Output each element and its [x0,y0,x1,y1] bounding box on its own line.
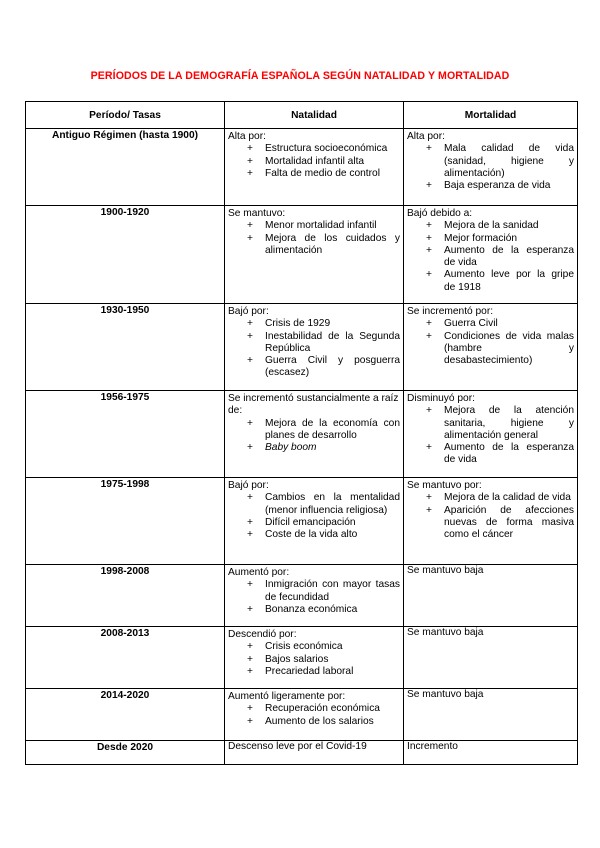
mortality-cell [404,206,578,304]
page-title: PERÍODOS DE LA DEMOGRAFÍA ESPAÑOLA SEGÚN NATALIDAD Y MORTALIDAD [90,70,510,82]
period-cell: 1998-2008 [26,565,225,627]
list-item: + Precariedad laboral [247,665,354,677]
mortality-list [407,405,574,466]
natality-list [228,318,400,379]
list-item: + Mejora de los cuidados y alimentación [247,232,400,256]
natality-intro: Se incrementó sustancialmente a raíz de: [228,393,399,417]
mortality-intro: Se mantuvo por: [407,480,482,491]
list-item: + Coste de la vida alto [247,529,358,541]
natality-cell [225,391,404,478]
table-row [26,478,578,565]
mortality-cell: Se mantuvo baja [404,627,578,689]
list-item: + Mejora de la economía con planes de desarrollo [247,417,400,441]
list-item: + Difícil emancipación [247,516,356,528]
table-row [26,391,578,478]
period-cell: 1956-1975 [26,391,225,478]
list-item: + Guerra Civil y posguerra (escasez) [247,355,400,379]
period-cell: 1975-1998 [26,478,225,565]
list-item: + Cambios en la mentalidad (menor influencia religiosa) [247,492,400,516]
period-cell: Antiguo Régimen (hasta 1900) [26,129,225,206]
natality-intro: Bajó por: [228,306,269,317]
demography-table [25,101,578,765]
natality-cell [225,206,404,304]
natality-intro: Descendió por: [228,629,297,640]
list-item: + Menor mortalidad infantil [247,220,377,232]
table-row [26,304,578,391]
list-item: + Crisis económica [247,641,343,653]
list-item: + Inmigración con mayor tasas de fecundidad [247,579,400,603]
list-item: + Condiciones de vida malas (hambre y desabastecimiento) [426,330,574,367]
list-item: + Aumento de la esperanza de vida [426,442,574,466]
natality-cell [225,627,404,689]
mortality-list [407,220,574,294]
natality-list [228,220,400,257]
period-cell: 1930-1950 [26,304,225,391]
table-row [26,206,578,304]
natality-intro: Se mantuvo: [228,208,286,219]
natality-cell [225,689,404,741]
natality-intro: Aumentó ligeramente por: [228,691,346,702]
list-item: + Mejora de la sanidad [426,220,539,232]
mortality-list [407,143,574,192]
list-item: + Bajos salarios [247,653,329,665]
natality-intro: Aumentó por: [228,567,290,578]
mortality-list [407,318,574,367]
natality-list [228,703,400,728]
list-item: + Mejora de la atención sanitaria, higiene y alimentación general [426,405,574,441]
list-item: + Recuperación económica [247,703,380,715]
list-item: + Mala calidad de vida (sanidad, higiene y alimentación) [426,143,574,179]
natality-cell [225,478,404,565]
header-mortality: Mortalidad [404,102,578,129]
table-row [26,565,578,627]
mortality-intro: Se incrementó por: [407,306,494,317]
table-header-row [26,102,578,129]
table-row [26,689,578,741]
mortality-intro: Disminuyó por: [407,393,475,404]
mortality-intro: Alta por: [407,131,445,142]
list-item: + Falta de medio de control [247,167,380,179]
list-item: + Guerra Civil [426,318,498,330]
natality-cell [225,565,404,627]
mortality-cell: Incremento [404,741,578,765]
period-cell: 2014-2020 [26,689,225,741]
natality-intro: Alta por: [228,131,266,142]
mortality-list [407,492,574,541]
list-item: + Mejor formación [426,232,518,244]
table-row [26,129,578,206]
period-cell: Desde 2020 [26,741,225,765]
list-item: + Inestabilidad de la Segunda República [247,330,400,354]
natality-list [228,641,400,678]
mortality-cell [404,478,578,565]
table-row [26,741,578,765]
list-item: + Estructura socioeconómica [247,143,388,155]
header-period: Período/ Tasas [26,102,225,129]
mortality-cell [404,129,578,206]
list-item: + Baja esperanza de vida [426,180,551,192]
list-item: + Aumento de la esperanza de vida [426,244,574,269]
header-natality: Natalidad [225,102,404,129]
natality-list [228,579,400,616]
list-item: + Mortalidad infantil alta [247,155,365,167]
mortality-intro: Bajó debido a: [407,208,473,219]
natality-list [228,418,400,455]
table-row [26,627,578,689]
natality-cell [225,129,404,206]
period-cell: 1900-1920 [26,206,225,304]
list-item: + Aumento de los salarios [247,715,374,727]
natality-intro: Bajó por: [228,480,269,491]
list-item: + Bonanza económica [247,603,358,615]
list-item: + Aparición de afecciones nuevas de forma masiva como el cáncer [426,504,574,541]
period-cell: 2008-2013 [26,627,225,689]
natality-list [228,492,400,541]
mortality-cell [404,391,578,478]
mortality-cell: Se mantuvo baja [404,565,578,627]
list-item: + Mejora de la calidad de vida [426,492,571,504]
natality-list [228,143,400,180]
mortality-cell [404,304,578,391]
mortality-cell: Se mantuvo baja [404,689,578,741]
list-item: + Crisis de 1929 [247,318,331,330]
natality-cell [225,304,404,391]
natality-cell: Descenso leve por el Covid-19 [225,741,404,765]
list-item: + Baby boom [247,442,317,454]
list-item: + Aumento leve por la gripe de 1918 [426,269,574,293]
